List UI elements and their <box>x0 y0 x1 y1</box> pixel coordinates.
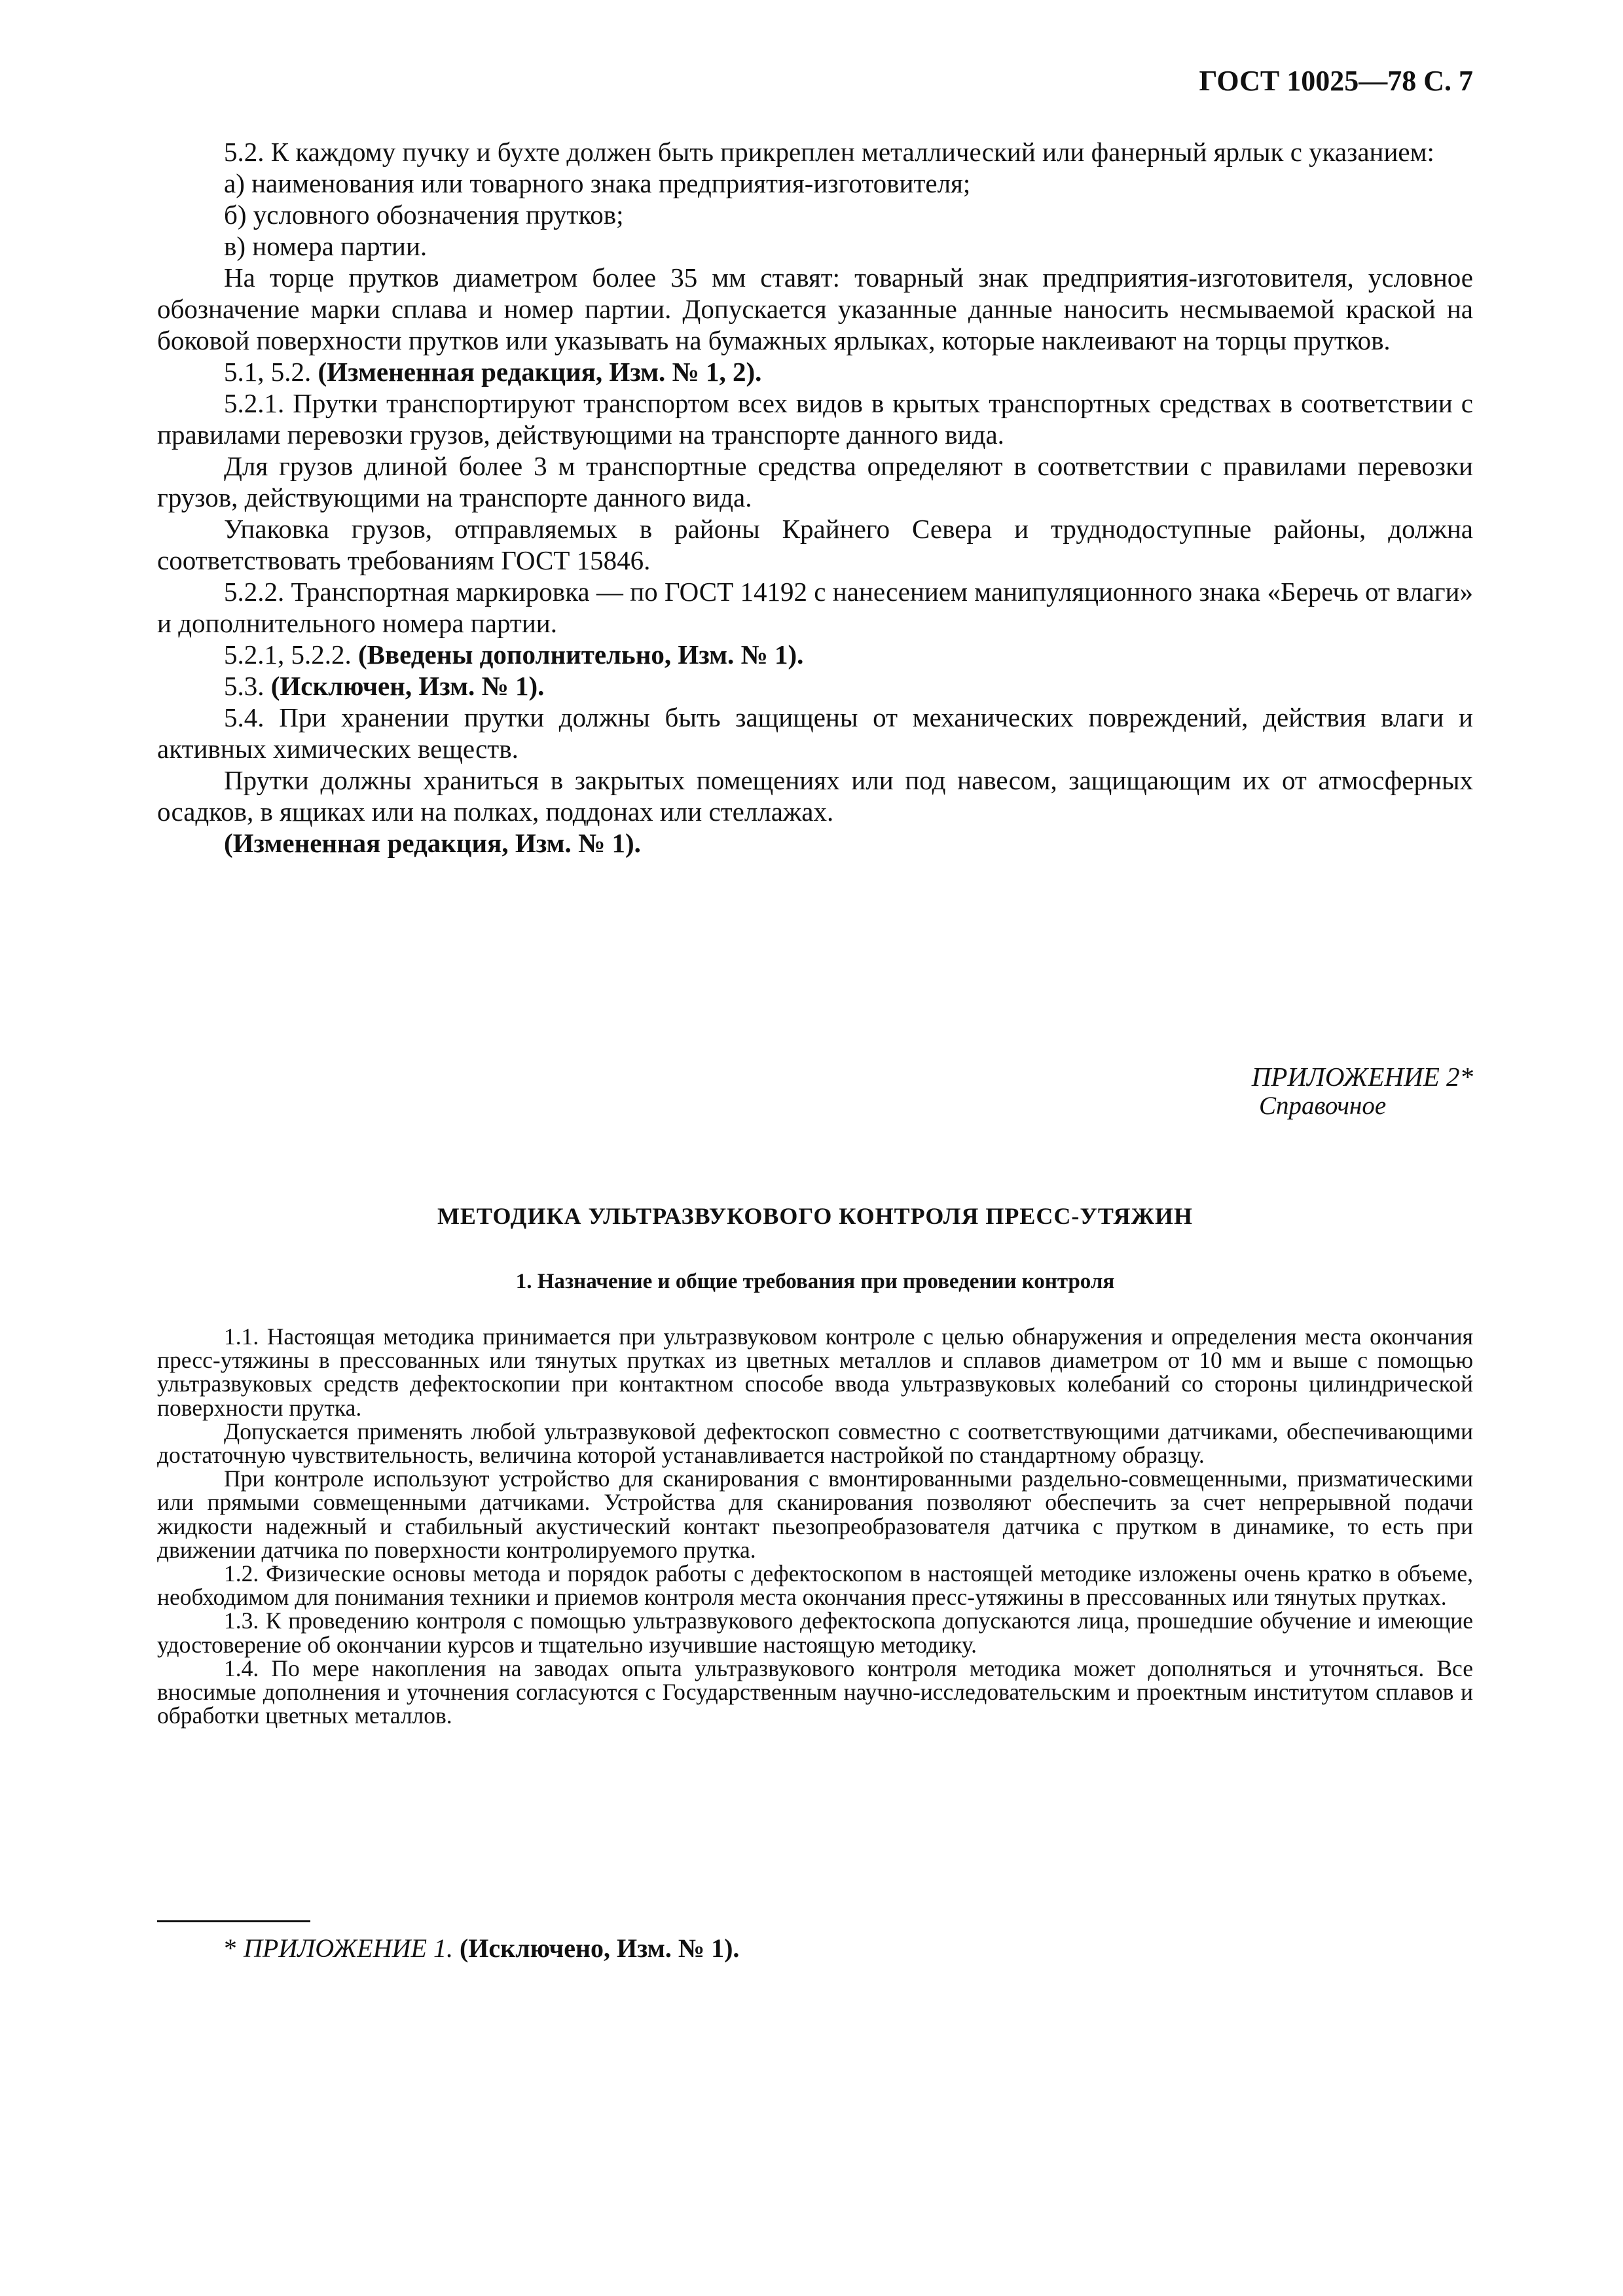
paragraph: При контроле используют устройство для сканирования с вмонтированными раздельно-совмещенными, призматическими или прямыми совмещенными датчиками. Устройства для сканирования позволяют обеспечить за счет непрерывной подачи жидкости надежный и стабильный акустический контакт пьезопреобразователя датчика с прутком в динамике, то есть при движении датчика по поверхности контролируемого прутка. <box>157 1465 1473 1563</box>
footnote-reference: ПРИЛОЖЕНИЕ 1. <box>244 1933 453 1963</box>
paragraph: 1.2. Физические основы метода и порядок работы с дефектоскопом в настоящей методике изложены очень кратко в объеме, необходимом для понимания техники и приемов контроля места окончания пресс-утяжины в прессованных или тянутых прутках. <box>157 1560 1473 1611</box>
paragraph: 5.2.1. Прутки транспортируют транспортом всех видов в крытых транспортных средствах в соответствии с правилами перевозки грузов, действующими на транспорте данного вида. <box>157 388 1473 450</box>
amendment-label: (Исключен, Изм. № 1). <box>270 671 545 701</box>
appendix-title: ПРИЛОЖЕНИЕ 2* <box>1251 1062 1473 1092</box>
amendment-note <box>157 639 1473 670</box>
paragraph: Прутки должны храниться в закрытых помещениях или под навесом, защищающим их от атмосферных осадков, в ящиках или на полках, поддонах или стеллажах. <box>157 765 1473 827</box>
section-5-text <box>157 136 1473 859</box>
list-item: в) номера партии. <box>224 231 428 261</box>
amendment-label: (Измененная редакция, Изм. № 1). <box>224 828 641 858</box>
amendment-note <box>157 670 1473 702</box>
footnote-marker: * <box>224 1933 244 1963</box>
paragraph: 5.4. При хранении прутки должны быть защищены от механических повреждений, действия влаги и активных химических веществ. <box>157 702 1473 764</box>
footnote <box>224 1933 739 1964</box>
list-item: а) наименования или товарного знака предприятия-изготовителя; <box>224 168 971 198</box>
amendment-label: (Измененная редакция, Изм. № 1, 2). <box>318 357 762 387</box>
list-item: б) условного обозначения прутков; <box>224 200 624 230</box>
footnote-status: (Исключено, Изм. № 1). <box>459 1933 740 1963</box>
appendix-section-text <box>157 1325 1473 1727</box>
paragraph: Допускается применять любой ультразвуковой дефектоскоп совместно с соответствующими датчиками, обеспечивающими достаточную чувствительность, величина которой устанавливается настройкой по стандартному образцу. <box>157 1418 1473 1469</box>
page-header: ГОСТ 10025—78 С. 7 <box>1199 65 1473 97</box>
paragraph: 5.2.2. Транспортная маркировка — по ГОСТ 14192 с нанесением манипуляционного знака «Беречь от влаги» и дополнительного номера партии. <box>157 577 1473 638</box>
clause-ref: 5.2.1, 5.2.2. <box>224 639 358 670</box>
amendment-note <box>157 356 1473 387</box>
appendix-label <box>1126 1062 1473 1121</box>
amendment-note <box>157 827 1473 859</box>
paragraph: 1.1. Настоящая методика принимается при ультразвуковом контроле с целью обнаружения и определения места окончания пресс-утяжины в прессованных или тянутых прутках из цветных металлов и сплавов диаметром от 10 мм и выше с помощью ультразвуковых средств дефектоскопии при контактном способе ввода ультразвуковых колебаний со стороны цилиндрической поверхности прутка. <box>157 1323 1473 1421</box>
paragraph: 1.3. К проведению контроля с помощью ультразвукового дефектоскопа допускаются лица, прошедшие обучение и имеющие удостоверение об окончании курсов и тщательно изучившие настоящую методику. <box>157 1607 1473 1658</box>
paragraph: Упаковка грузов, отправляемых в районы Крайнего Севера и труднодоступные районы, должна соответствовать требованиям ГОСТ 15846. <box>157 514 1473 575</box>
section-heading: 1. Назначение и общие требования при проведении контроля <box>515 1270 1115 1293</box>
appendix-subtitle: Справочное <box>1259 1092 1387 1120</box>
paragraph: 5.2. К каждому пучку и бухте должен быть прикреплен металлический или фанерный ярлык с указанием: <box>224 137 1434 167</box>
footnote-divider <box>157 1920 310 1922</box>
clause-ref: 5.3. <box>224 671 271 701</box>
paragraph: 1.4. По мере накопления на заводах опыта ультразвукового контроля методика может дополняться и уточняться. Все вносимые дополнения и уточнения согласуются с Государственным научно-исследовательским и проектным институтом сплавов и обработки цветных металлов. <box>157 1655 1473 1729</box>
amendment-label: (Введены дополнительно, Изм. № 1). <box>358 639 804 670</box>
paragraph: На торце прутков диаметром более 35 мм ставят: товарный знак предприятия-изготовителя, условное обозначение марки сплава и номер партии. Допускается указанные данные наносить несмываемой краской на боковой поверхности прутков или указывать на бумажных ярлыках, которые наклеивают на торцы прутков. <box>157 262 1473 355</box>
appendix-main-title: МЕТОДИКА УЛЬТРАЗВУКОВОГО КОНТРОЛЯ ПРЕСС-УТЯЖИН <box>437 1203 1194 1229</box>
clause-ref: 5.1, 5.2. <box>224 357 318 387</box>
paragraph: Для грузов длиной более 3 м транспортные средства определяют в соответствии с правилами перевозки грузов, действующими на транспорте данного вида. <box>157 451 1473 512</box>
